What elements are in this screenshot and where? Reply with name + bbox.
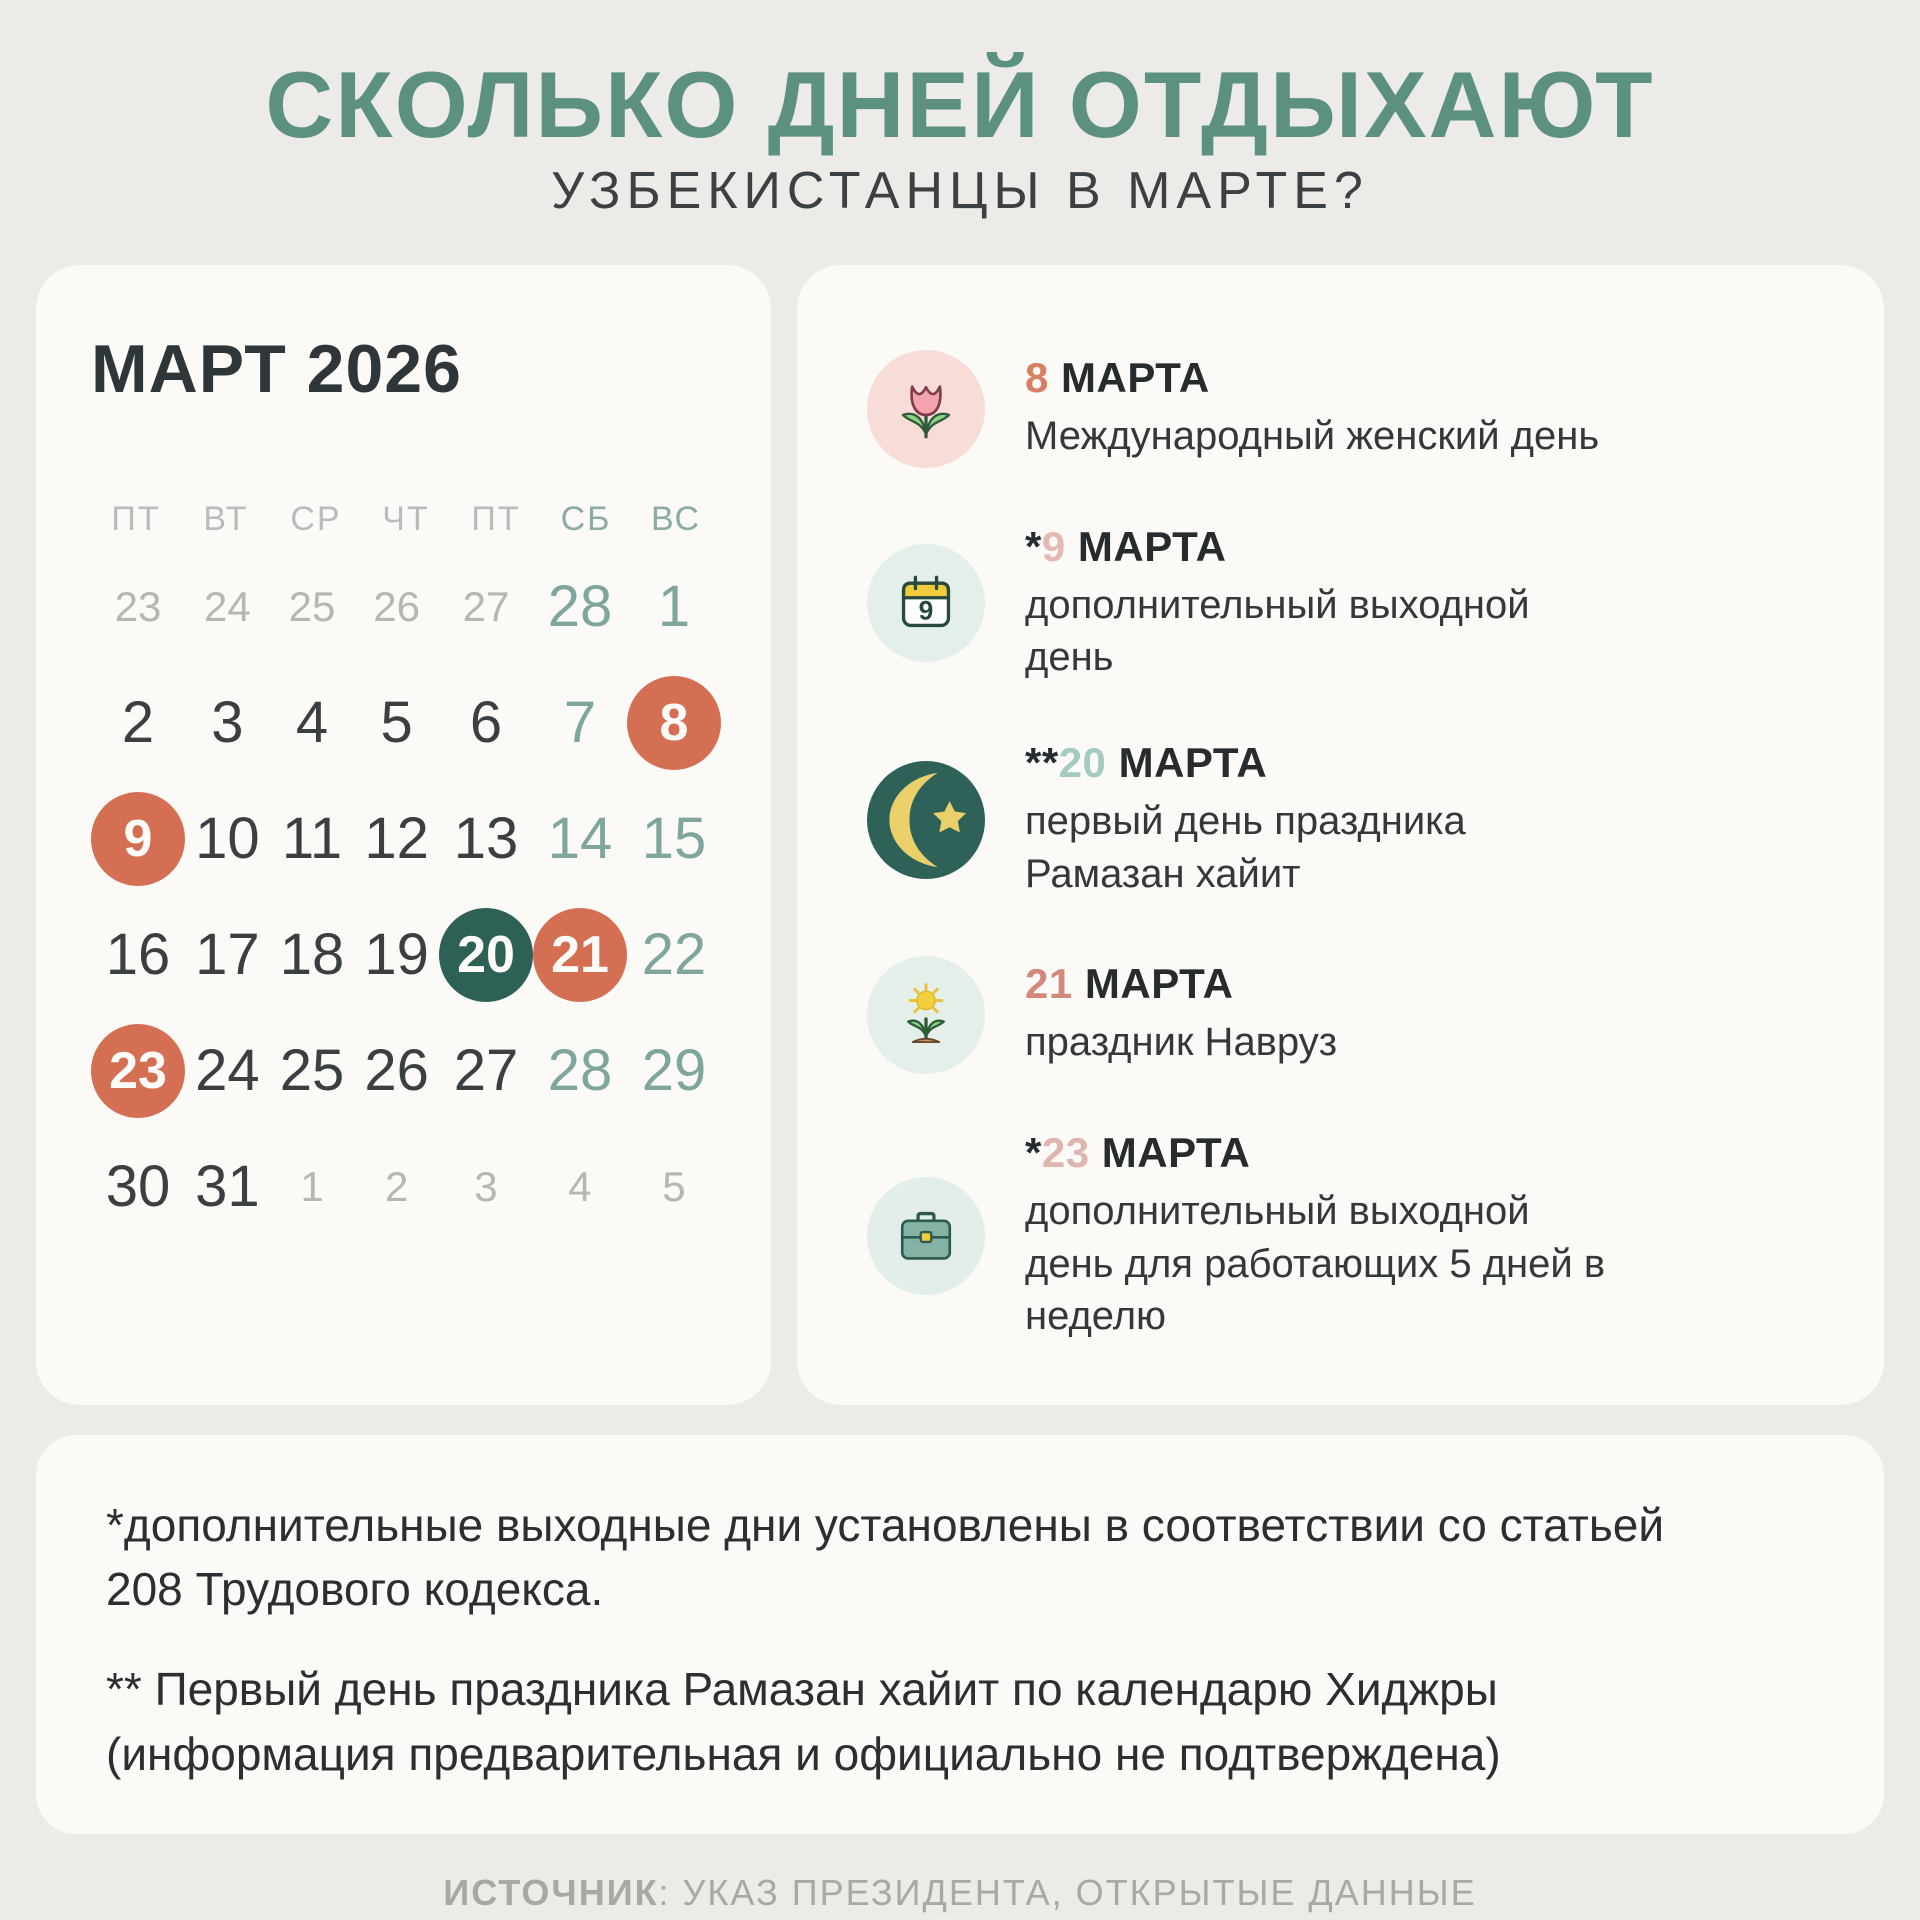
calendar-day: 17 xyxy=(195,922,260,988)
weekday-header: ЧТ xyxy=(382,499,430,538)
calendar-day: 2 xyxy=(384,1162,409,1210)
calendar-day: 23 xyxy=(114,582,162,630)
legend-text xyxy=(1025,1129,1625,1343)
calendar-day: 1 xyxy=(300,1162,324,1210)
calendar-day: 6 xyxy=(469,690,503,756)
legend-date-suffix: МАРТА xyxy=(1072,960,1234,1008)
calendar-day: 26 xyxy=(364,1038,429,1104)
calendar-day: 25 xyxy=(288,582,336,630)
weekday-header: ВТ xyxy=(203,499,249,538)
legend-text xyxy=(1025,739,1625,901)
weekday-header: СР xyxy=(290,499,342,538)
weekday-header: СБ xyxy=(560,499,612,538)
calendar-day: 24 xyxy=(195,1038,260,1104)
legend-item xyxy=(867,739,1818,901)
calendar-day: 26 xyxy=(373,582,421,630)
briefcase-icon xyxy=(867,1177,985,1295)
holiday-day-circle: 21 xyxy=(533,908,627,1002)
weekday-header: ПТ xyxy=(471,499,521,538)
calendar-day: 5 xyxy=(380,690,413,756)
legend-date-number: 9 xyxy=(1041,522,1066,570)
svg-text:9: 9 xyxy=(918,595,934,626)
calendar-day: 25 xyxy=(279,1038,345,1104)
calendar-day: 12 xyxy=(364,806,429,872)
page-subtitle: УЗБЕКИСТАНЦЫ В МАРТЕ? xyxy=(551,161,1369,220)
legend-description: дополнительный выходной день xyxy=(1025,582,1530,680)
footnote-asterisk: ** xyxy=(1025,739,1059,787)
legend-date-suffix: МАРТА xyxy=(1048,354,1210,402)
footnote-ramadan: ** Первый день праздника Рамазан хайит по календарю Хиджры (информация предварительная и официально не подтверждена) xyxy=(106,1663,1501,1780)
tulip-icon xyxy=(867,350,985,468)
legend-description: праздник Навруз xyxy=(1025,1020,1338,1065)
legend-date-number: 20 xyxy=(1058,739,1107,787)
legend-date-heading xyxy=(1025,960,1337,1008)
calendar-day: 28 xyxy=(547,574,613,640)
legend-date-suffix: МАРТА xyxy=(1065,522,1227,570)
calendar-day: 5 xyxy=(662,1162,686,1210)
legend-description: дополнительный выходной день для работающих 5 дней в неделю xyxy=(1025,1188,1606,1339)
calendar-day: 18 xyxy=(279,922,345,988)
calendar-day xyxy=(533,897,627,1013)
calendar-icon xyxy=(867,544,985,662)
legend-date-number: 23 xyxy=(1041,1128,1090,1176)
calendar-day xyxy=(91,1013,185,1129)
calendar-day: 28 xyxy=(547,1038,613,1104)
legend-item xyxy=(867,350,1818,468)
crescent-moon-icon xyxy=(867,761,985,879)
calendar-day: 7 xyxy=(563,690,597,756)
calendar-day: 1 xyxy=(657,574,691,640)
calendar-day: 27 xyxy=(462,582,510,630)
weekday-header: ПТ xyxy=(111,499,161,538)
calendar-day: 29 xyxy=(641,1038,707,1104)
source-footer xyxy=(36,1872,1884,1914)
calendar-day: 24 xyxy=(203,582,251,630)
legend-item xyxy=(867,1129,1818,1343)
calendar-day: 2 xyxy=(121,690,155,756)
calendar-day: 10 xyxy=(195,806,260,872)
footnote-article-208: *дополнительные выходные дни установлены в соответствии со статьей 208 Трудового кодекса. xyxy=(106,1498,1665,1616)
legend-date-heading xyxy=(1025,1129,1625,1177)
header xyxy=(36,42,1884,265)
legend-description: первый день праздника Рамазан хайит xyxy=(1025,799,1466,897)
source-text: : УКАЗ ПРЕЗИДЕНТА, ОТКРЫТЫЕ ДАННЫЕ xyxy=(658,1872,1477,1914)
legend-description: Международный женский день xyxy=(1025,414,1600,459)
calendar-day: 16 xyxy=(105,922,171,988)
legend-date-heading xyxy=(1025,523,1625,571)
calendar-day-grid xyxy=(91,549,721,1245)
calendar-day xyxy=(91,781,185,897)
calendar-card xyxy=(36,265,771,1405)
calendar-day: 13 xyxy=(453,806,519,872)
holiday-day-circle: 9 xyxy=(91,792,185,886)
footnotes-card xyxy=(36,1435,1884,1835)
calendar-day: 30 xyxy=(105,1154,171,1220)
legend-date-heading xyxy=(1025,739,1625,787)
calendar-day: 31 xyxy=(195,1154,260,1220)
calendar-day: 19 xyxy=(364,922,429,988)
calendar-day: 3 xyxy=(211,690,244,756)
calendar-month-title: МАРТ 2026 xyxy=(91,330,462,407)
calendar-day: 3 xyxy=(474,1162,498,1210)
holiday-day-circle: 8 xyxy=(627,676,721,770)
footnote-asterisk: * xyxy=(1025,1128,1042,1176)
legend-date-suffix: МАРТА xyxy=(1089,1128,1251,1176)
calendar-day: 14 xyxy=(547,806,613,872)
sun-sprout-icon xyxy=(867,956,985,1074)
legend-text xyxy=(1025,354,1599,463)
calendar-day: 15 xyxy=(641,806,707,872)
weekday-header: ВС xyxy=(650,499,702,538)
legend-date-number: 21 xyxy=(1025,960,1073,1008)
holiday-legend-card xyxy=(797,265,1884,1405)
legend-text xyxy=(1025,523,1625,685)
source-label: ИСТОЧНИК xyxy=(443,1872,659,1914)
calendar-day xyxy=(627,665,721,781)
legend-item xyxy=(867,956,1818,1074)
content-cards xyxy=(36,265,1884,1405)
holiday-day-circle: 23 xyxy=(91,1024,185,1118)
calendar-day: 22 xyxy=(641,922,707,988)
weekday-header-row xyxy=(91,500,721,539)
legend-date-heading xyxy=(1025,354,1599,402)
calendar-day: 11 xyxy=(281,806,343,872)
page-title: СКОЛЬКО ДНЕЙ ОТДЫХАЮТ xyxy=(265,52,1655,157)
calendar-day: 4 xyxy=(568,1162,592,1210)
calendar-day: 27 xyxy=(453,1038,519,1104)
calendar-day: 4 xyxy=(295,690,329,756)
footnote-asterisk: * xyxy=(1025,522,1042,570)
holiday-day-circle: 20 xyxy=(439,908,533,1002)
calendar-day xyxy=(439,897,533,1013)
legend-item xyxy=(867,523,1818,685)
legend-date-suffix: МАРТА xyxy=(1106,739,1268,787)
legend-date-number: 8 xyxy=(1025,354,1049,402)
legend-text xyxy=(1025,960,1337,1069)
